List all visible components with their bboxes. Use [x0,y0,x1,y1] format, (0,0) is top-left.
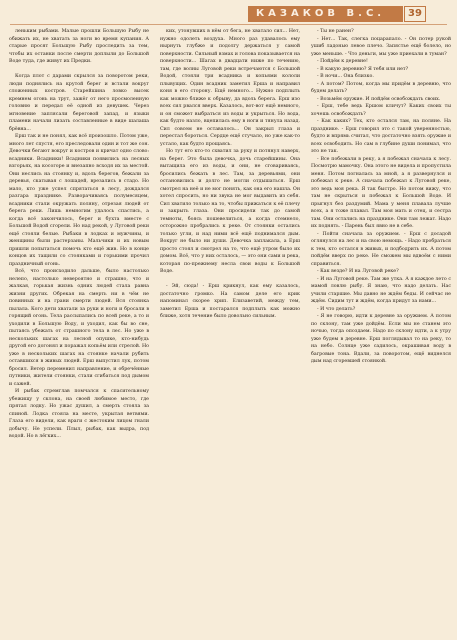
paragraph: - И что делать? [317,306,356,312]
paragraph: - Возьмём оружие. И пойдём освобождать своих. [317,96,441,102]
paragraph: - И на Луговой реке. Там же утка. А я каждое лето с мамой ловлю рыбу. Я знаю, что надо делать. Нас учили старшие. Мы давно не ждём беды. И сейчас не ждём. Сидим тут и ждём, когда придут за нами... [311,276,451,304]
header-rule [10,24,447,25]
paragraph: Когда плот с дарами скрылся за поворотом реки, люди поднялись на крутой берег и встали вокруг сложенных костров. Старейшина ловко высек кремнем огонь на трут, зажёг от него просмоленную головню и передал её одной из девушек. Через мгновение заплясали береговой запад, и языки пламени начали лизать составленные в виде шалаша брёвна... [9,74,149,132]
paragraph: Всё, что происходило дальше, было настолько нелепо, настолько невероятно и страшно, что и жалкая, горькая жизнь одних людей стала равна жизни других. Обрекая на смерть ни в чём не повинных и на грани смерти людей. Вся стоянка пылала. Кого дети хватали за руки и ноги и бросали в горящий огонь. Тела рассыпались по всей реке, а то и уходили в Большую Воду, и уходил, как бы во сне, пытаясь убежать от страшного тела в лес. Но уже в нескольких шагах на лесной опушке, кто-нибудь другой его догонял и поражал копьём или стрелой. Но уже в нескольких шагах на стоянке начали рубить оставшихся в живых людей. Ерш выпустил лук, потом бросил. Ветер переменил направление, и обречённые путники, жители стоянки, стали сгибаться под дымом и сажей. [9,269,149,387]
paragraph: - Ерш, тебе ведь Ершом кличут? Каких своих ты хочешь освобождать? [311,104,451,117]
paragraph: - Как везде? И на Луговой реке? [317,269,399,274]
paragraph: - В ночи... Она близко. [317,74,374,79]
paragraph: - А потом? Потом, когда мы придём в деревню, что будем делать? [311,81,451,94]
paragraph: леньким рыбами. Малые прошли Большую Рыбу не обижать их, не хватать за ноги во время купания. А старые просят Большую Рыбу проследить за тем, чтобы их останки после смерти доплыли до Большой Воде туда, где живут их Предки. [9,29,149,64]
page-number-box [404,6,426,22]
paragraph: - Как каких? Тех, кто остался там, на поляне. На празднике. - Ерш говорил это с такой уверенностью, будто и впрямь считал, что достаточно взять оружие и всех освободить. Но сам в глубине души понимал, что это не так. [311,119,451,154]
paragraph: Ерш так и не понял, как всё произошло. Потом уже, много лет спустя, его преследовали один и тот же сон. Девочки бегают вокруг и костров и кричат одно слово: всадники. Всадники! Всадники появились на лесных взгорьях, на косогоре и внезапно всходя их за местой. Они неслись на стоянку и, вдоль берегов, бежали за деревья, скатывая с лошадей, врезались в стадо. Но мало, кто уже успел спрятаться в лесу, дождался разгара празднике. Разворачиваясь полумесяцем, всадники стали окружать поляну, отрезая людей от берега реки. Лишь немногим удалось спастись, а когда всё закончилось, берег и бухта вместе с Большой Водой сгорели. Но над рекой, у Луговой реки ещё стояли белые. Рыбаки в лодках и мужчины, и женщины были растерзаны. Мальчики и их новым пришли попытаться помочь кто ещё жив. Но в конце концов их тащили со стоянками и горькими прочил праздничный огонь. [9,134,149,267]
paragraph: ких, утонувших в нём от бега, не хватало сил... Нет, нужно одолеть воздуха. Много раз удавалось ему нырнуть глубже и подолгу держаться у самой поверхности. Сильный взмах и голова показывается на поверхности... Шагах в двадцати ниже по течению, там, где волны Луговой реки встречаются с Большой Водой, стояли три всадника и копьями кололи плывущих. Один всадник заметил Ерша и направил коня в его сторону. Ещё немного... Нужно подплыть как можно ближе к обрыву, да вдоль берега. Ерш изо всех сил рвался вверх. Казалось, вот-вот ещё немного, и он сможет выбраться из воды и укрыться. Но вода, как будто назло, вцепилась ему в ноги и тянула назад. Сил совсем не оставалось... Он закрыл глаза и перестал бороться. Сердце ещё стучало, но уже как-то устало, как будто прощаясь. [160,29,300,147]
paragraph: - Я не говорю, идти к деревне за оружием. А потом по склону, там уже дойдём. Если мы не станем это ночью, тогда опоздаем. Надо по склону идти, а к утру уже будем в деревне. Ерш поглядывал то на реку, то на небо. Солнце уже садилось, окрашивая воду в багровые тона. Вдали, за поворотом, ещё виднелся дым над сгоревшей стоянкой. [311,314,451,364]
page-number: 39 [408,8,422,19]
paragraph: Но тут его кто-то схватил за руку и потянул наверх, на берег. Это была девочка, дочь старейшины. Она вытащила его из воды, и они, не сговариваясь, бросились бежать в лес. Там, за деревьями, они остановились и долго не могли отдышаться. Ерш смотрел на неё и не мог понять, как она его нашла. Он хотел спросить, но ни звука не мог выдавить из себя. Сил хватило только на то, чтобы прижаться к её плечу и закрыть глаза. Они просидели так до самой темноты, боясь пошевелиться, а когда стемнело, осторожно пробрались к реке. От стоянки остались только угли, и над ними всё ещё поднимался дым. Вокруг не было ни души. Девочка заплакала, а Ерш просто стоял и смотрел на то, что ещё утром было их домом. Всё, что у них осталось, — это они сами и река, которая по-прежнему несла свои воды к Большой Воде. [160,149,300,274]
paragraph: - Нет... Так, слегка поцарапало. - Он потер рукой ушиб ладонью левое плечо. Запястье ещё болело, но уже меньше. - Что деньги, мы уже приехали в туман? [311,36,451,57]
text-column-middle [160,28,300,628]
paragraph: - Пойти сначала за оружием. - Ерш с досадой оглянулся на лес и на свою немощь. - Надо пробраться к тем, кто остался в живых, и подбодрить их. А потом пойдём вверх по реке. Не сможем мы вдвоём с ними справиться. [311,231,451,267]
text-column-left [9,28,149,628]
text-column-right [311,28,451,628]
paragraph: - Пойдём к деревне! [317,59,368,64]
paragraph: - Ты не ранен? [317,29,354,34]
paragraph: - В какую деревню? Я тебя или нет? [317,66,409,72]
paragraph: - Эй, сюда! - Ерш крикнул, как ему казалось, достаточно громко. На самом деле его крик напоминал скорее хрип. Елизаветий, между тем, заметил Ерша и постарался подплыть как можно ближе, хотя течение было довольно сильным. [160,284,300,319]
paragraph: И рыбак стремглав помчался к спасительному убежищу у склона, на своей любимое место, где прятал лодку. Но ужас душил, а смерть стояла за спиной. Лодка стояла на месте, укрытая ветвями. Глаза его видели, как враги с жестоким лицом гнали добычу. Не успели. Плыл, рыбак, как выдра, под водой. Но в лёгких... [9,389,149,439]
paragraph: - Все побежали в реку, а я побежал сначала к лесу. Посмотрю мамочку. Она этого не видела и пропустила меня. Потом погналась за мной, а я развернулся и побежал к реке. А сначала побежал к Луговой реке, это ведь моя река. Я так быстро. Но потом вижу, что там не скрыться и побежал к Большой Воде. И прыгнул без раздумий. Мама у меня плавала лучше всех, а я тоже плавал. Там моя мать и отец, и сестра там. Они остались на празднике. Они там лежат. Надо их поднять. - Парень был явно не в себе. [311,156,451,229]
running-header-title: КАЗАКОВ В.С. [256,8,386,19]
